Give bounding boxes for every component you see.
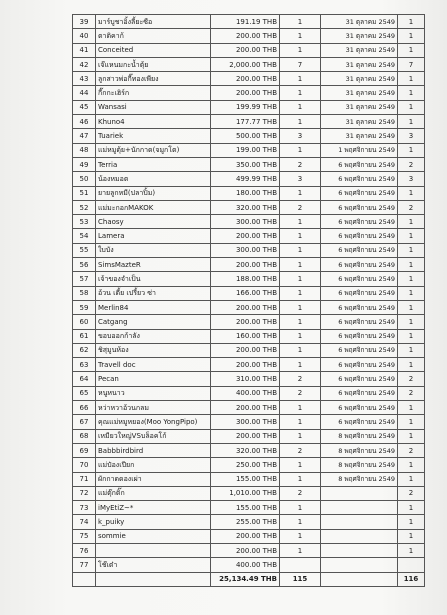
row-number: 70	[73, 458, 96, 472]
count: 1	[398, 143, 425, 157]
quantity: 1	[280, 215, 321, 229]
row-number: 65	[73, 386, 96, 400]
row-number: 40	[73, 29, 96, 43]
count: 1	[398, 15, 425, 29]
amount: 188.00 THB	[211, 272, 280, 286]
quantity: 1	[280, 515, 321, 529]
count: 1	[398, 529, 425, 543]
table-row	[73, 415, 425, 429]
amount: 320.00 THB	[211, 443, 280, 457]
date: 8 พฤศจิกายน 2549	[321, 472, 398, 486]
donor-name: iMyEtiZ~*	[96, 501, 211, 515]
amount: 250.00 THB	[211, 458, 280, 472]
date: 31 ตุลาคม 2549	[321, 129, 398, 143]
count: 1	[398, 86, 425, 100]
date: 31 ตุลาคม 2549	[321, 43, 398, 57]
table-row	[73, 429, 425, 443]
quantity: 1	[280, 29, 321, 43]
table-row	[73, 443, 425, 457]
amount: 300.00 THB	[211, 243, 280, 257]
count: 2	[398, 486, 425, 500]
date: 1 พฤศจิกายน 2549	[321, 143, 398, 157]
donor-name: ชิสุมูนห้อง	[96, 343, 211, 357]
table-row	[73, 143, 425, 157]
table-row	[73, 115, 425, 129]
row-number: 45	[73, 100, 96, 114]
donor-name: k_puiky	[96, 515, 211, 529]
date: 6 พฤศจิกายน 2549	[321, 329, 398, 343]
table-row	[73, 243, 425, 257]
table-row	[73, 57, 425, 71]
amount: 350.00 THB	[211, 157, 280, 171]
count: 1	[398, 329, 425, 343]
count: 3	[398, 172, 425, 186]
donor-name: แม่ตุ๊กติ๊ก	[96, 486, 211, 500]
quantity: 2	[280, 486, 321, 500]
donor-name: โช๊เต๋า	[96, 558, 211, 572]
row-number: 43	[73, 72, 96, 86]
count: 1	[398, 429, 425, 443]
quantity: 1	[280, 543, 321, 557]
amount: 310.00 THB	[211, 372, 280, 386]
count: 1	[398, 343, 425, 357]
amount: 400.00 THB	[211, 558, 280, 572]
table-row	[73, 372, 425, 386]
row-number: 62	[73, 343, 96, 357]
donor-name: กี๊กกะเฮิร์ก	[96, 86, 211, 100]
row-number: 57	[73, 272, 96, 286]
count: 1	[398, 258, 425, 272]
date: 6 พฤศจิกายน 2549	[321, 186, 398, 200]
amount: 200.00 THB	[211, 429, 280, 443]
quantity: 7	[280, 57, 321, 71]
quantity: 1	[280, 472, 321, 486]
donor-name: Khuno4	[96, 115, 211, 129]
donor-name: มาร์บูชาอิ้งลี้ยะซือ	[96, 15, 211, 29]
row-number: 56	[73, 258, 96, 272]
table-row	[73, 558, 425, 572]
count: 2	[398, 157, 425, 171]
date: 31 ตุลาคม 2549	[321, 57, 398, 71]
quantity: 1	[280, 186, 321, 200]
amount: 499.99 THB	[211, 172, 280, 186]
donor-name: ยายลูกหมี(ปลาปิ้ม)	[96, 186, 211, 200]
amount: 320.00 THB	[211, 200, 280, 214]
date	[321, 501, 398, 515]
quantity: 2	[280, 386, 321, 400]
quantity: 1	[280, 272, 321, 286]
amount: 180.00 THB	[211, 186, 280, 200]
table-row	[73, 86, 425, 100]
table-row	[73, 186, 425, 200]
date: 8 พฤศจิกายน 2549	[321, 429, 398, 443]
donor-name: คุณแม่หมูหยอง(Moo YongPipo)	[96, 415, 211, 429]
quantity	[280, 558, 321, 572]
table-row	[73, 486, 425, 500]
row-number: 76	[73, 543, 96, 557]
quantity: 1	[280, 258, 321, 272]
quantity: 1	[280, 329, 321, 343]
amount: 191.19 THB	[211, 15, 280, 29]
date: 6 พฤศจิกายน 2549	[321, 401, 398, 415]
row-number: 58	[73, 286, 96, 300]
table-row	[73, 258, 425, 272]
amount: 255.00 THB	[211, 515, 280, 529]
date	[321, 486, 398, 500]
count: 2	[398, 372, 425, 386]
table-row	[73, 315, 425, 329]
quantity: 2	[280, 372, 321, 386]
table-row	[73, 200, 425, 214]
donor-name: เจ๊แหนมกะน้ำตุ้ย	[96, 57, 211, 71]
empty-cell	[321, 572, 398, 586]
donor-name: SimsMazteR	[96, 258, 211, 272]
count: 1	[398, 43, 425, 57]
table-row	[73, 501, 425, 515]
donor-name: Pecan	[96, 372, 211, 386]
quantity: 3	[280, 172, 321, 186]
date: 6 พฤศจิกายน 2549	[321, 300, 398, 314]
table-row	[73, 29, 425, 43]
row-number: 64	[73, 372, 96, 386]
amount: 300.00 THB	[211, 215, 280, 229]
date: 8 พฤศจิกายน 2549	[321, 458, 398, 472]
table-row	[73, 286, 425, 300]
donor-name: แม่มะกอกMAKOK	[96, 200, 211, 214]
donor-name: Travell doc	[96, 358, 211, 372]
amount: 200.00 THB	[211, 300, 280, 314]
date: 31 ตุลาคม 2549	[321, 100, 398, 114]
row-number: 44	[73, 86, 96, 100]
table-row	[73, 215, 425, 229]
amount: 2,000.00 THB	[211, 57, 280, 71]
date: 6 พฤศจิกายน 2549	[321, 315, 398, 329]
row-number: 42	[73, 57, 96, 71]
date: 6 พฤศจิกายน 2549	[321, 358, 398, 372]
table-row	[73, 386, 425, 400]
donor-name: Babbbirdbird	[96, 443, 211, 457]
amount: 200.00 THB	[211, 315, 280, 329]
amount: 155.00 THB	[211, 472, 280, 486]
count: 1	[398, 29, 425, 43]
donor-name: เหมียวใหญ่VSบล็อคโก้	[96, 429, 211, 443]
row-number: 68	[73, 429, 96, 443]
amount: 155.00 THB	[211, 501, 280, 515]
row-number: 73	[73, 501, 96, 515]
count: 1	[398, 501, 425, 515]
donor-name: Chaosy	[96, 215, 211, 229]
amount: 200.00 THB	[211, 401, 280, 415]
quantity: 1	[280, 315, 321, 329]
quantity: 1	[280, 15, 321, 29]
count: 2	[398, 386, 425, 400]
row-number: 48	[73, 143, 96, 157]
date: 31 ตุลาคม 2549	[321, 29, 398, 43]
empty-cell	[73, 572, 96, 586]
table-row	[73, 172, 425, 186]
date: 6 พฤศจิกายน 2549	[321, 243, 398, 257]
table-row	[73, 100, 425, 114]
amount: 200.00 THB	[211, 229, 280, 243]
table-row	[73, 300, 425, 314]
count: 1	[398, 272, 425, 286]
donor-name: ใบบัง	[96, 243, 211, 257]
row-number: 61	[73, 329, 96, 343]
row-number: 67	[73, 415, 96, 429]
quantity: 1	[280, 458, 321, 472]
table-row	[73, 329, 425, 343]
row-number: 53	[73, 215, 96, 229]
quantity: 1	[280, 143, 321, 157]
count: 1	[398, 315, 425, 329]
quantity: 1	[280, 100, 321, 114]
amount: 500.00 THB	[211, 129, 280, 143]
count: 1	[398, 300, 425, 314]
table-row	[73, 43, 425, 57]
amount: 200.00 THB	[211, 529, 280, 543]
donor-name: เจ้าของจำเป็น	[96, 272, 211, 286]
amount: 199.99 THB	[211, 100, 280, 114]
count: 2	[398, 200, 425, 214]
count: 1	[398, 515, 425, 529]
amount: 160.00 THB	[211, 329, 280, 343]
count: 1	[398, 72, 425, 86]
amount: 200.00 THB	[211, 358, 280, 372]
total-qty: 115	[280, 572, 321, 586]
date	[321, 558, 398, 572]
count: 2	[398, 443, 425, 457]
donor-name: ขอบออกก้าลัง	[96, 329, 211, 343]
count	[398, 558, 425, 572]
donor-name: sommie	[96, 529, 211, 543]
table-row	[73, 72, 425, 86]
count: 1	[398, 229, 425, 243]
date: 6 พฤศจิกายน 2549	[321, 286, 398, 300]
donor-name: Lamera	[96, 229, 211, 243]
donor-name: Merlin84	[96, 300, 211, 314]
amount: 200.00 THB	[211, 343, 280, 357]
amount: 200.00 THB	[211, 543, 280, 557]
row-number: 50	[73, 172, 96, 186]
date: 6 พฤศจิกายน 2549	[321, 343, 398, 357]
row-number: 46	[73, 115, 96, 129]
total-count: 116	[398, 572, 425, 586]
table-row	[73, 343, 425, 357]
amount: 400.00 THB	[211, 386, 280, 400]
table-row	[73, 529, 425, 543]
date: 8 พฤศจิกายน 2549	[321, 443, 398, 457]
quantity: 2	[280, 157, 321, 171]
count: 7	[398, 57, 425, 71]
amount: 200.00 THB	[211, 86, 280, 100]
date: 6 พฤศจิกายน 2549	[321, 258, 398, 272]
count: 1	[398, 215, 425, 229]
date: 6 พฤศจิกายน 2549	[321, 272, 398, 286]
quantity: 1	[280, 501, 321, 515]
donor-name: ผักกาดดองเผ่า	[96, 472, 211, 486]
quantity: 1	[280, 358, 321, 372]
donor-name: Terria	[96, 157, 211, 171]
row-number: 75	[73, 529, 96, 543]
donor-name: หว่าหวาอ้วนกลม	[96, 401, 211, 415]
count: 1	[398, 115, 425, 129]
amount: 200.00 THB	[211, 72, 280, 86]
count: 1	[398, 100, 425, 114]
total-row	[73, 572, 425, 586]
amount: 200.00 THB	[211, 29, 280, 43]
count: 1	[398, 186, 425, 200]
row-number: 41	[73, 43, 96, 57]
total-amount: 25,134.49 THB	[211, 572, 280, 586]
table-row	[73, 129, 425, 143]
count: 1	[398, 401, 425, 415]
quantity: 1	[280, 429, 321, 443]
quantity: 2	[280, 443, 321, 457]
date	[321, 543, 398, 557]
amount: 200.00 THB	[211, 43, 280, 57]
count: 1	[398, 243, 425, 257]
row-number: 66	[73, 401, 96, 415]
donor-name	[96, 543, 211, 557]
quantity: 1	[280, 401, 321, 415]
row-number: 55	[73, 243, 96, 257]
date: 31 ตุลาคม 2549	[321, 72, 398, 86]
row-number: 52	[73, 200, 96, 214]
quantity: 1	[280, 529, 321, 543]
date	[321, 515, 398, 529]
quantity: 2	[280, 200, 321, 214]
count: 1	[398, 472, 425, 486]
donor-name: อ้วน เตี้ย เปรี้ยว ซ่า	[96, 286, 211, 300]
quantity: 1	[280, 415, 321, 429]
count: 1	[398, 543, 425, 557]
table-row	[73, 272, 425, 286]
date: 6 พฤศจิกายน 2549	[321, 157, 398, 171]
table-row	[73, 157, 425, 171]
row-number: 72	[73, 486, 96, 500]
date	[321, 529, 398, 543]
donation-table	[72, 14, 425, 587]
row-number: 71	[73, 472, 96, 486]
quantity: 1	[280, 243, 321, 257]
row-number: 60	[73, 315, 96, 329]
donor-name: แม่หมูตุ้ย+นักกาด(จมูกโต)	[96, 143, 211, 157]
table-row	[73, 472, 425, 486]
row-number: 39	[73, 15, 96, 29]
date: 6 พฤศจิกายน 2549	[321, 229, 398, 243]
donor-name: Conceited	[96, 43, 211, 57]
date: 6 พฤศจิกายน 2549	[321, 372, 398, 386]
donor-name: ลูกสาวพ่อกี๊ทองเพียง	[96, 72, 211, 86]
table-row	[73, 515, 425, 529]
donor-name: หนูหนาว	[96, 386, 211, 400]
quantity: 1	[280, 72, 321, 86]
date: 6 พฤศจิกายน 2549	[321, 172, 398, 186]
date: 31 ตุลาคม 2549	[321, 15, 398, 29]
table-body	[73, 15, 425, 587]
row-number: 51	[73, 186, 96, 200]
amount: 199.00 THB	[211, 143, 280, 157]
donor-name: น้องหมอต	[96, 172, 211, 186]
date: 6 พฤศจิกายน 2549	[321, 386, 398, 400]
table-row	[73, 15, 425, 29]
row-number: 63	[73, 358, 96, 372]
row-number: 69	[73, 443, 96, 457]
amount: 166.00 THB	[211, 286, 280, 300]
count: 1	[398, 415, 425, 429]
row-number: 49	[73, 157, 96, 171]
donor-name: Wansasi	[96, 100, 211, 114]
quantity: 3	[280, 129, 321, 143]
quantity: 1	[280, 286, 321, 300]
count: 1	[398, 458, 425, 472]
quantity: 1	[280, 229, 321, 243]
donor-name: Catgang	[96, 315, 211, 329]
table-row	[73, 401, 425, 415]
row-number: 47	[73, 129, 96, 143]
date: 31 ตุลาคม 2549	[321, 86, 398, 100]
row-number: 54	[73, 229, 96, 243]
row-number: 74	[73, 515, 96, 529]
row-number: 77	[73, 558, 96, 572]
quantity: 1	[280, 115, 321, 129]
count: 1	[398, 286, 425, 300]
amount: 1,010.00 THB	[211, 486, 280, 500]
amount: 177.77 THB	[211, 115, 280, 129]
table-row	[73, 458, 425, 472]
row-number: 59	[73, 300, 96, 314]
table-row	[73, 229, 425, 243]
date: 6 พฤศจิกายน 2549	[321, 200, 398, 214]
date: 31 ตุลาคม 2549	[321, 115, 398, 129]
empty-cell	[96, 572, 211, 586]
donor-name: Tuariek	[96, 129, 211, 143]
quantity: 1	[280, 343, 321, 357]
quantity: 1	[280, 300, 321, 314]
quantity: 1	[280, 43, 321, 57]
date: 6 พฤศจิกายน 2549	[321, 415, 398, 429]
count: 1	[398, 358, 425, 372]
donor-name: ตาติคาก้	[96, 29, 211, 43]
table-row	[73, 543, 425, 557]
table-row	[73, 358, 425, 372]
count: 3	[398, 129, 425, 143]
donor-name: แม่ป๋องเปียก	[96, 458, 211, 472]
date: 6 พฤศจิกายน 2549	[321, 215, 398, 229]
amount: 300.00 THB	[211, 415, 280, 429]
quantity: 1	[280, 86, 321, 100]
amount: 200.00 THB	[211, 258, 280, 272]
